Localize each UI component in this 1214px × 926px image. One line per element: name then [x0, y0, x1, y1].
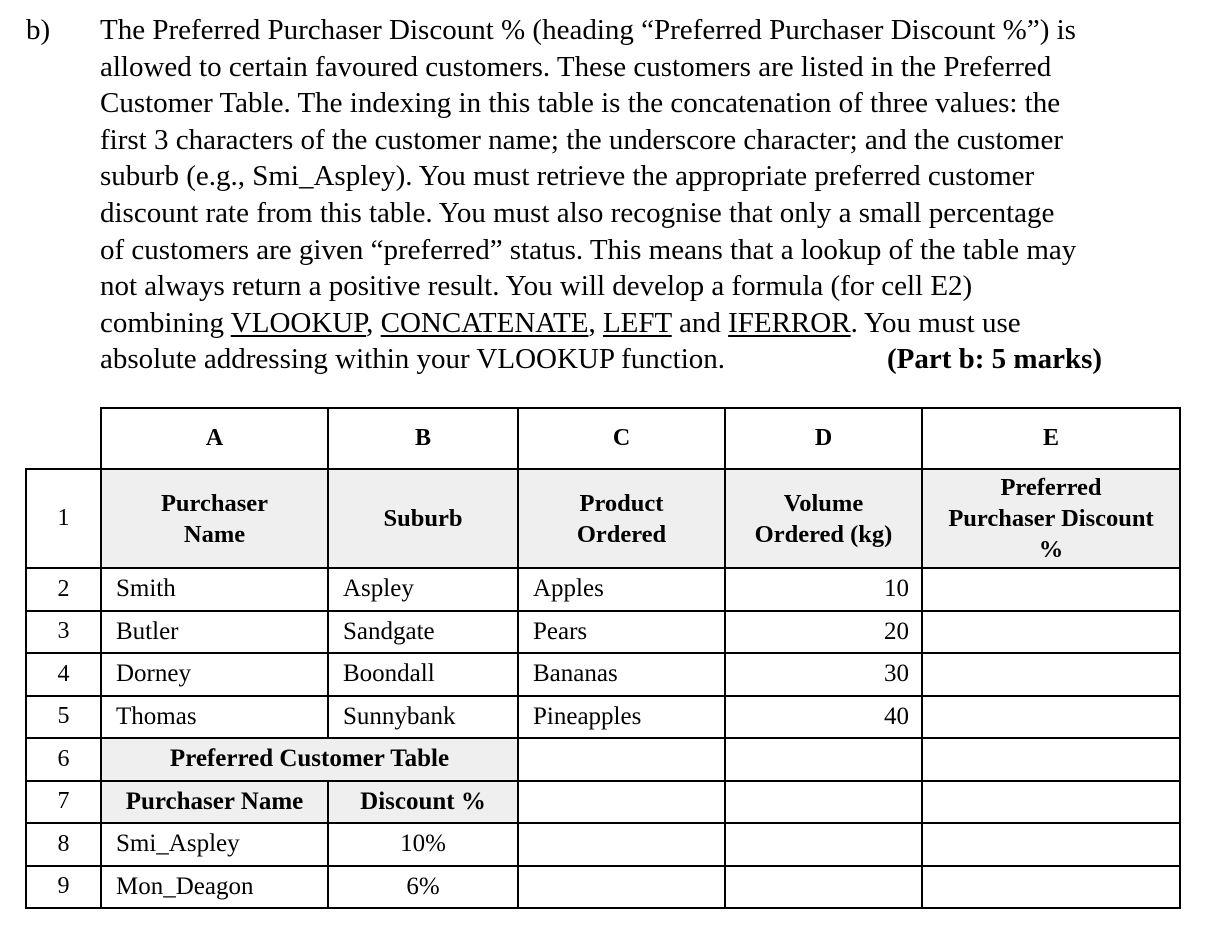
text-segment: combining: [100, 306, 231, 339]
cell-name[interactable]: Dorney: [101, 653, 328, 696]
question-line: first 3 characters of the customer name; the underscore character; and the customer: [100, 123, 1064, 156]
cell-product[interactable]: Bananas: [518, 653, 725, 696]
empty-cell[interactable]: [922, 866, 1180, 909]
header-text: Product: [579, 489, 664, 517]
header-preferred-discount[interactable]: [922, 469, 1180, 568]
row-number[interactable]: 3: [26, 611, 101, 654]
empty-cell[interactable]: [725, 738, 922, 781]
cell-discount[interactable]: [922, 611, 1180, 654]
cell-volume[interactable]: 40: [725, 696, 922, 739]
column-header-c[interactable]: C: [518, 408, 725, 469]
cell-suburb[interactable]: Boondall: [328, 653, 518, 696]
question-text: [100, 12, 1190, 378]
function-concatenate: CONCATENATE: [380, 306, 589, 339]
spreadsheet-table: [25, 407, 1181, 909]
header-text: Ordered: [576, 520, 667, 548]
column-header-b[interactable]: B: [328, 408, 518, 469]
marks-label: (Part b: 5 marks): [887, 343, 1103, 375]
question-line: discount rate from this table. You must also recognise that only a small percentage: [100, 196, 1055, 229]
cell-discount[interactable]: [922, 696, 1180, 739]
header-text: Purchaser: [160, 489, 269, 517]
table-row: [26, 781, 1180, 824]
row-number[interactable]: 6: [26, 738, 101, 781]
table-row: [26, 611, 1180, 654]
row-number[interactable]: 4: [26, 653, 101, 696]
function-vlookup: VLOOKUP: [230, 306, 367, 339]
row-number[interactable]: 5: [26, 696, 101, 739]
table-row: [26, 696, 1180, 739]
cell-volume[interactable]: 10: [725, 568, 922, 611]
table-row: [26, 568, 1180, 611]
question-line-functions: [100, 305, 1190, 342]
header-text: Ordered (kg): [754, 520, 893, 548]
question-line: allowed to certain favoured customers. These customers are listed in the Preferred: [100, 50, 1052, 83]
column-header-a[interactable]: A: [101, 408, 328, 469]
row-number[interactable]: 7: [26, 781, 101, 824]
row-number[interactable]: 8: [26, 823, 101, 866]
text-segment: and: [671, 306, 729, 339]
cell-product[interactable]: Pears: [518, 611, 725, 654]
cell-discount[interactable]: [922, 568, 1180, 611]
header-product-ordered[interactable]: [518, 469, 725, 568]
empty-cell[interactable]: [922, 781, 1180, 824]
question-line: suburb (e.g., Smi_Aspley). You must retrieve the appropriate preferred customer: [100, 160, 1035, 193]
empty-cell[interactable]: [725, 866, 922, 909]
preferred-header-discount[interactable]: Discount %: [328, 781, 518, 824]
empty-cell[interactable]: [518, 823, 725, 866]
question-line: Customer Table. The indexing in this table is the concatenation of three values: the: [100, 87, 1061, 120]
header-text: %: [1038, 536, 1064, 563]
header-text: Purchaser Discount: [948, 505, 1154, 532]
cell-discount[interactable]: [922, 653, 1180, 696]
cell-suburb[interactable]: Sandgate: [328, 611, 518, 654]
cell-product[interactable]: Pineapples: [518, 696, 725, 739]
table-row: [26, 469, 1180, 568]
empty-cell[interactable]: [725, 823, 922, 866]
header-suburb[interactable]: [328, 469, 518, 568]
preferred-key[interactable]: Smi_Aspley: [101, 823, 328, 866]
column-header-d[interactable]: D: [725, 408, 922, 469]
row-number[interactable]: 1: [26, 469, 101, 568]
row-number[interactable]: 2: [26, 568, 101, 611]
question-line: absolute addressing within your VLOOKUP function.: [100, 343, 726, 376]
row-number[interactable]: 9: [26, 866, 101, 909]
question-line: of customers are given “preferred” status. This means that a lookup of the table may: [100, 233, 1077, 266]
empty-cell[interactable]: [725, 781, 922, 824]
empty-cell[interactable]: [518, 738, 725, 781]
cell-volume[interactable]: 30: [725, 653, 922, 696]
table-row: [26, 738, 1180, 781]
preferred-discount[interactable]: 10%: [328, 823, 518, 866]
question-line: The Preferred Purchaser Discount % (heading “Preferred Purchaser Discount %”) is: [100, 14, 1076, 46]
cell-name[interactable]: Butler: [101, 611, 328, 654]
cell-suburb[interactable]: Aspley: [328, 568, 518, 611]
preferred-key[interactable]: Mon_Deagon: [101, 866, 328, 909]
column-header-row: [26, 408, 1180, 469]
function-iferror: IFERROR: [728, 306, 851, 339]
header-text: Suburb: [383, 505, 463, 532]
empty-cell[interactable]: [518, 781, 725, 824]
header-purchaser-name[interactable]: [101, 469, 328, 568]
header-volume-ordered[interactable]: [725, 469, 922, 568]
text-segment: . You must use: [850, 306, 1021, 339]
question-label: b): [26, 14, 51, 46]
cell-name[interactable]: Thomas: [101, 696, 328, 739]
preferred-discount[interactable]: 6%: [328, 866, 518, 909]
empty-cell[interactable]: [922, 823, 1180, 866]
table-row: [26, 653, 1180, 696]
text-segment: ,: [366, 306, 381, 339]
cell-name[interactable]: Smith: [101, 568, 328, 611]
preferred-header-name[interactable]: Purchaser Name: [101, 781, 328, 824]
cell-suburb[interactable]: Sunnybank: [328, 696, 518, 739]
table-row: [26, 866, 1180, 909]
table-row: [26, 823, 1180, 866]
text-segment: ,: [588, 306, 603, 339]
empty-cell[interactable]: [518, 866, 725, 909]
question-line: not always return a positive result. You will develop a formula (for cell E2): [100, 270, 973, 303]
header-text: Name: [183, 520, 246, 548]
cell-product[interactable]: Apples: [518, 568, 725, 611]
preferred-table-title[interactable]: Preferred Customer Table: [101, 738, 518, 781]
cell-volume[interactable]: 20: [725, 611, 922, 654]
header-text: Volume: [783, 489, 864, 517]
corner-cell: [26, 408, 101, 469]
empty-cell[interactable]: [922, 738, 1180, 781]
function-left: LEFT: [602, 306, 672, 339]
column-header-e[interactable]: E: [922, 408, 1180, 469]
header-text: Preferred: [1000, 474, 1102, 501]
